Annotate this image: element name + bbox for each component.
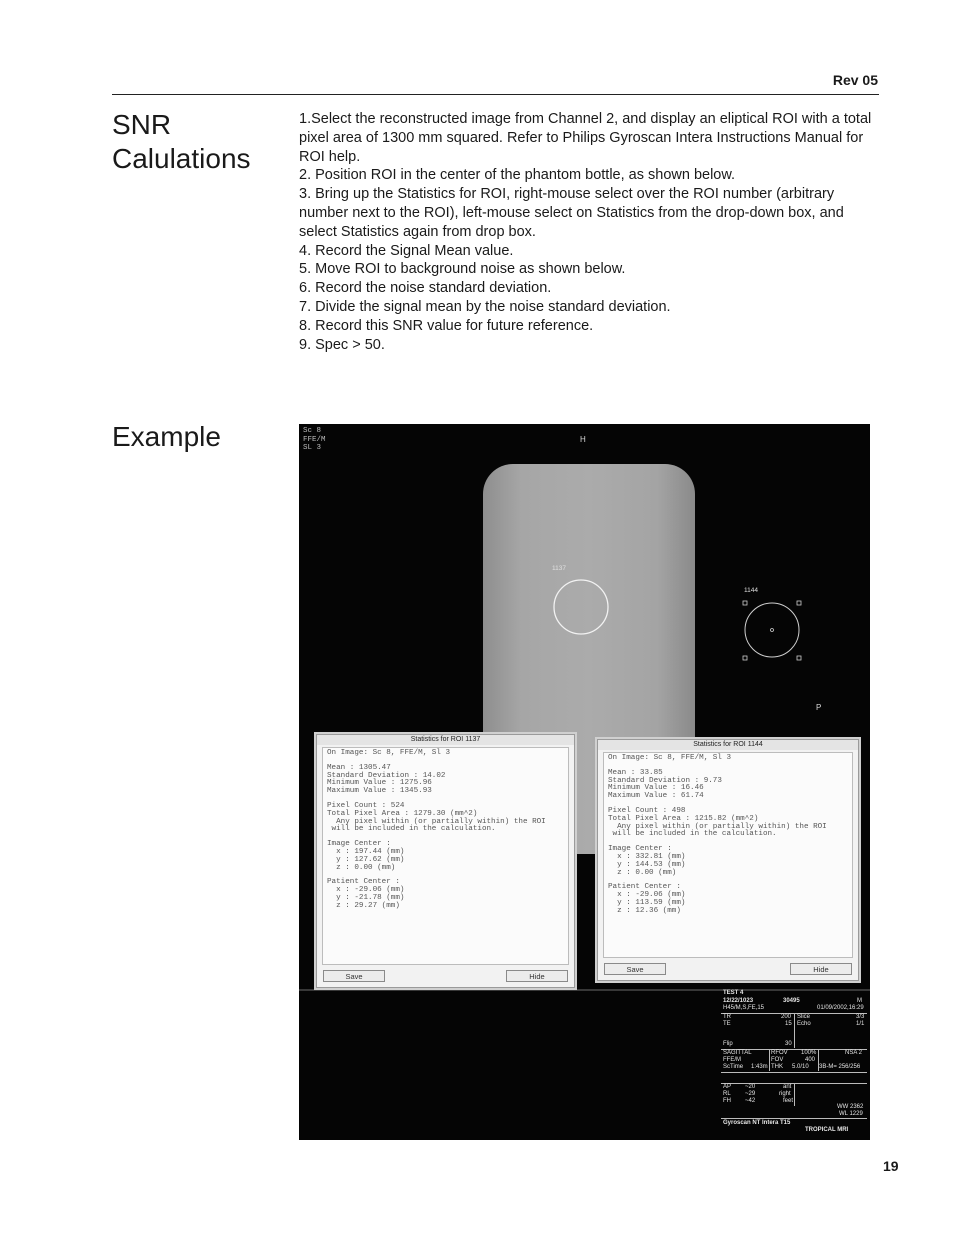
info-flip-val: 30 bbox=[785, 1041, 792, 1047]
step-1: 1.Select the reconstructed image from Channel 2, and display an eliptical ROI with a total pixel area of 1300 mm squared. Refer to Philips Gyroscan Intera Instructions Manual for ROI help. bbox=[299, 111, 872, 165]
info-rl-val: ~29 bbox=[745, 1091, 756, 1097]
stats-window-title: Statistics for ROI 1137 bbox=[317, 735, 574, 745]
orientation-marker-right: P bbox=[816, 703, 822, 712]
info-date: 12/22/1023 bbox=[723, 998, 754, 1004]
step-2: 2. Position ROI in the center of the phantom bottle, as shown below. bbox=[299, 167, 736, 184]
step-7: 7. Divide the signal mean by the noise standard deviation. bbox=[299, 298, 671, 315]
step-9: 9. Spec > 50. bbox=[299, 336, 385, 353]
info-rfov-label: RFOV bbox=[771, 1050, 788, 1056]
overlay-line: Sc 8 bbox=[303, 427, 322, 435]
info-ww: WW 2362 bbox=[837, 1104, 864, 1110]
example-section-title: Example bbox=[112, 421, 221, 452]
roi-handle bbox=[743, 656, 747, 660]
info-divider bbox=[794, 1083, 795, 1106]
stat-total-area: Total Pixel Area : 1215.82 (mm^2) bbox=[608, 814, 759, 823]
info-divider bbox=[769, 1050, 770, 1071]
orientation-marker-top: H bbox=[580, 435, 586, 444]
info-rl-dir: right bbox=[779, 1091, 791, 1097]
info-fov-val: 400 bbox=[805, 1057, 816, 1063]
info-coil: H45/M,S,FE,15 bbox=[723, 1005, 765, 1011]
stat-max: Maximum Value : 61.74 bbox=[608, 792, 704, 801]
stat-std: Standard Deviation : 14.02 bbox=[327, 771, 446, 780]
stat-min: Minimum Value : 16.46 bbox=[608, 784, 704, 793]
stat-note: will be included in the calculation. bbox=[327, 825, 496, 834]
info-exam-date: 01/09/2002,16:29 bbox=[817, 1005, 864, 1011]
stat-image-center: Image Center : bbox=[327, 840, 391, 849]
roi-signal-ellipse bbox=[554, 580, 608, 634]
info-thk-label: THK bbox=[771, 1064, 783, 1070]
info-site: TROPICAL MRI bbox=[805, 1127, 849, 1133]
info-fh-val: ~42 bbox=[745, 1098, 756, 1104]
info-system: Gyroscan NT Intera T15 bbox=[723, 1120, 791, 1126]
stat-max: Maximum Value : 1345.93 bbox=[327, 787, 432, 796]
stats-window-body bbox=[603, 752, 853, 958]
info-test: TEST 4 bbox=[723, 990, 744, 996]
save-button[interactable]: Save bbox=[323, 970, 385, 982]
stat-pc-y: y : 113.59 (mm) bbox=[608, 898, 686, 907]
stat-pixel-count: Pixel Count : 524 bbox=[327, 801, 405, 810]
info-flip-label: Flip bbox=[723, 1041, 733, 1047]
stat-min: Minimum Value : 1275.96 bbox=[327, 779, 432, 788]
stat-mean: Mean : 1305.47 bbox=[327, 763, 391, 772]
info-te-label: TE bbox=[723, 1021, 731, 1027]
overlay-line: FFE/M bbox=[303, 435, 326, 444]
info-fh-label: FH bbox=[723, 1098, 731, 1104]
page-number: 19 bbox=[883, 1158, 899, 1174]
stats-window-roi-1137 bbox=[316, 734, 575, 988]
info-wl: WL 1229 bbox=[839, 1111, 863, 1117]
info-id: 30495 bbox=[783, 998, 800, 1004]
info-divider bbox=[721, 1118, 867, 1119]
stats-window-body bbox=[322, 747, 569, 965]
stat-std: Standard Deviation : 9.73 bbox=[608, 776, 722, 785]
step-4: 4. Record the Signal Mean value. bbox=[299, 242, 514, 259]
stat-on-image: On Image: Sc 8, FFE/M, Sl 3 bbox=[327, 749, 451, 757]
stat-pc-x: x : -29.06 (mm) bbox=[608, 891, 686, 900]
info-slice-label: Slice bbox=[797, 1014, 811, 1020]
info-te-val: 15 bbox=[785, 1021, 792, 1027]
snr-title-line1: SNR bbox=[112, 109, 172, 140]
snr-steps-list bbox=[299, 110, 874, 354]
mri-example-image bbox=[299, 424, 870, 1140]
rev-label: Rev 05 bbox=[832, 72, 878, 88]
info-sex: M bbox=[857, 998, 862, 1004]
info-ap-dir: ant bbox=[783, 1084, 792, 1090]
info-fh-dir: feet bbox=[783, 1098, 794, 1104]
overlay-line: SL 3 bbox=[303, 444, 322, 452]
info-sequence: FFE/M bbox=[723, 1057, 741, 1063]
step-8: 8. Record this SNR value for future reference. bbox=[299, 317, 594, 334]
stat-note: will be included in the calculation. bbox=[608, 830, 777, 839]
info-ap-label: AP bbox=[723, 1084, 732, 1090]
stat-pixel-count: Pixel Count : 498 bbox=[608, 806, 686, 815]
stats-window-roi-1144 bbox=[597, 739, 859, 981]
stat-ic-x: x : 197.44 (mm) bbox=[327, 847, 405, 856]
stat-pc-x: x : -29.06 (mm) bbox=[327, 886, 405, 895]
stat-pc-y: y : -21.78 (mm) bbox=[327, 893, 405, 902]
roi-signal-label: 1137 bbox=[552, 565, 566, 572]
stat-ic-y: y : 127.62 (mm) bbox=[327, 855, 405, 864]
info-echo-val: 1/1 bbox=[856, 1021, 865, 1027]
info-matrix: 3B-M= 256/256 bbox=[819, 1064, 861, 1070]
info-tr-val: 200 bbox=[781, 1014, 792, 1020]
info-rl-label: RL bbox=[723, 1091, 731, 1097]
stat-patient-center: Patient Center : bbox=[608, 883, 681, 892]
info-ap-val: ~20 bbox=[745, 1084, 756, 1090]
stat-on-image: On Image: Sc 8, FFE/M, Sl 3 bbox=[608, 754, 732, 762]
stat-patient-center: Patient Center : bbox=[327, 878, 400, 887]
scanner-info-panel bbox=[721, 990, 867, 1140]
stat-ic-z: z : 0.00 (mm) bbox=[608, 868, 677, 877]
stat-note: Any pixel within (or partially within) the ROI bbox=[608, 822, 827, 831]
snr-title-line2: Calulations bbox=[112, 143, 251, 174]
info-echo-label: Echo bbox=[797, 1021, 811, 1027]
stats-window-title: Statistics for ROI 1144 bbox=[598, 740, 858, 750]
hide-button[interactable]: Hide bbox=[506, 970, 568, 982]
stat-pc-z: z : 12.36 (mm) bbox=[608, 906, 681, 915]
save-button[interactable]: Save bbox=[604, 963, 666, 975]
step-6: 6. Record the noise standard deviation. bbox=[299, 280, 552, 297]
stat-ic-y: y : 144.53 (mm) bbox=[608, 860, 686, 869]
roi-noise-label: 1144 bbox=[744, 587, 758, 594]
info-fov-label: FOV bbox=[771, 1057, 784, 1063]
roi-noise-ellipse bbox=[745, 603, 799, 657]
roi-handle bbox=[797, 601, 801, 605]
step-3: 3. Bring up the Statistics for ROI, right-mouse select over the ROI number (arbitrary number next to the ROI), left-mouse select on Statistics from the drop-down box, and select Statistics again from drop box. bbox=[299, 186, 844, 240]
info-tr-label: TR bbox=[723, 1014, 731, 1020]
roi-noise-center bbox=[771, 629, 774, 632]
roi-handle bbox=[797, 656, 801, 660]
hide-button[interactable]: Hide bbox=[790, 963, 852, 975]
stat-ic-z: z : 0.00 (mm) bbox=[327, 863, 396, 872]
info-rfov-val: 100% bbox=[801, 1050, 817, 1056]
info-sctime-val: 1:43m bbox=[751, 1064, 768, 1070]
info-divider bbox=[721, 1072, 867, 1073]
info-orientation: SAGITTAL bbox=[723, 1050, 752, 1056]
info-sctime-label: ScTime bbox=[723, 1064, 744, 1070]
stat-mean: Mean : 33.85 bbox=[608, 768, 663, 777]
info-slice-val: 3/3 bbox=[856, 1014, 865, 1020]
stat-note: Any pixel within (or partially within) the ROI bbox=[327, 817, 546, 826]
step-5: 5. Move ROI to background noise as shown below. bbox=[299, 261, 626, 278]
header-rule bbox=[112, 94, 879, 95]
stat-ic-x: x : 332.81 (mm) bbox=[608, 852, 686, 861]
info-divider bbox=[794, 1014, 795, 1048]
roi-handle bbox=[743, 601, 747, 605]
info-thk-val: 5.0/10 bbox=[792, 1064, 809, 1070]
snr-section-title bbox=[112, 108, 251, 176]
info-nsa: NSA 2 bbox=[845, 1050, 863, 1056]
stat-image-center: Image Center : bbox=[608, 845, 672, 854]
stat-pc-z: z : 29.27 (mm) bbox=[327, 901, 400, 910]
stat-total-area: Total Pixel Area : 1279.30 (mm^2) bbox=[327, 809, 478, 818]
